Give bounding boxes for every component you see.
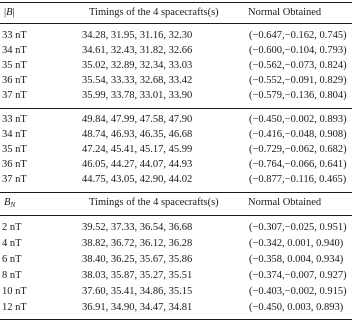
normal-cell: (−0.403,−0.002, 0.915) [249,286,347,297]
table-bottom-rule [0,319,352,320]
table-row [0,285,352,299]
timings-cell: 48.74, 46.93, 46.35, 46.68 [82,129,193,140]
normal-cell: (−0.450, 0.003, 0.893) [249,302,344,313]
normal-cell: (−0.552,−0.091, 0.829) [249,75,347,86]
normal-cell: (−0.562,−0.073, 0.824) [249,60,347,71]
param-cell: 37 nT [2,174,27,185]
header-param-cell: |B| [4,7,15,18]
timings-cell: 46.05, 44.27, 44.07, 44.93 [82,159,193,170]
table-row [0,128,352,142]
table-row [0,173,352,187]
normal-cell: (−0.764,−0.066, 0.641) [249,159,347,170]
header-normal-cell: Normal Obtained [248,197,322,208]
param-cell: 6 nT [2,254,22,265]
normal-cell: (−0.307,−0.025, 0.951) [249,222,347,233]
table-row [0,29,352,43]
table-row [0,59,352,73]
normal-cell: (−0.729,−0.062, 0.682) [249,144,347,155]
table-row [0,44,352,58]
normal-cell: (−0.877,−0.116, 0.465) [249,174,347,185]
param-cell: 34 nT [2,129,27,140]
timings-cell: 38.82, 36.72, 36.12, 36.28 [82,238,193,249]
timings-cell: 47.24, 45.41, 45.17, 45.99 [82,144,193,155]
normal-cell: (−0.416,−0.048, 0.908) [249,129,347,140]
table-row [0,74,352,88]
normal-cell: (−0.450,−0.002, 0.893) [249,114,347,125]
table-row [0,221,352,235]
table-header-2 [0,194,352,212]
timings-cell: 34.61, 32.43, 31.82, 32.66 [82,45,193,56]
param-cell: 34 nT [2,45,27,56]
timings-cell: 35.02, 32.89, 32.34, 33.03 [82,60,193,71]
normal-cell: (−0.358, 0.004, 0.934) [249,254,344,265]
param-cell: 35 nT [2,60,27,71]
normal-cell: (−0.579,−0.136, 0.804) [249,90,347,101]
header-normal-cell: Normal Obtained [248,7,322,18]
param-cell: 35 nT [2,144,27,155]
param-cell: 33 nT [2,30,27,41]
table-row [0,143,352,157]
section-rule-2 [0,192,352,193]
timings-cell: 39.52, 37.33, 36.54, 36.68 [82,222,193,233]
header-param-cell: BN [4,197,16,209]
table-row [0,301,352,315]
timings-cell: 36.91, 34.90, 34.47, 34.81 [82,302,193,313]
timings-cell: 37.60, 35.41, 34.86, 35.15 [82,286,193,297]
header-timings-cell: Timings of the 4 spacecrafts(s) [89,197,219,208]
param-cell: 33 nT [2,114,27,125]
timings-cell: 35.99, 33.78, 33.01, 33.90 [82,90,193,101]
param-cell: 4 nT [2,238,22,249]
normal-cell: (−0.647,−0.162, 0.745) [249,30,347,41]
param-cell: 36 nT [2,159,27,170]
table-row [0,158,352,172]
param-cell: 36 nT [2,75,27,86]
header-timings-cell: Timings of the 4 spacecrafts(s) [89,7,219,18]
header-rule-2 [0,215,352,216]
timings-cell: 38.03, 35.87, 35.27, 35.51 [82,270,193,281]
timings-cell: 38.40, 36.25, 35.67, 35.86 [82,254,193,265]
normal-cell: (−0.600,−0.104, 0.793) [249,45,347,56]
timings-cell: 44.75, 43.05, 42.90, 44.02 [82,174,193,185]
table-header-1 [0,4,352,22]
timings-cell: 49.84, 47.99, 47.58, 47.90 [82,114,193,125]
normal-cell: (−0.374,−0.007, 0.927) [249,270,347,281]
param-cell: 12 nT [2,302,27,313]
table-row [0,269,352,283]
param-cell: 8 nT [2,270,22,281]
param-cell: 10 nT [2,286,27,297]
normal-cell: (−0.342, 0.001, 0.940) [249,238,344,249]
table-row [0,253,352,267]
param-cell: 2 nT [2,222,22,233]
table-row [0,237,352,251]
param-cell: 37 nT [2,90,27,101]
timings-cell: 34.28, 31.95, 31.16, 32.30 [82,30,193,41]
table-row [0,113,352,127]
timings-cell: 35.54, 33.33, 32.68, 33.42 [82,75,193,86]
table-row [0,89,352,103]
table-top-rule [0,2,352,3]
section-rule-1 [0,108,352,109]
header-rule-1 [0,23,352,24]
